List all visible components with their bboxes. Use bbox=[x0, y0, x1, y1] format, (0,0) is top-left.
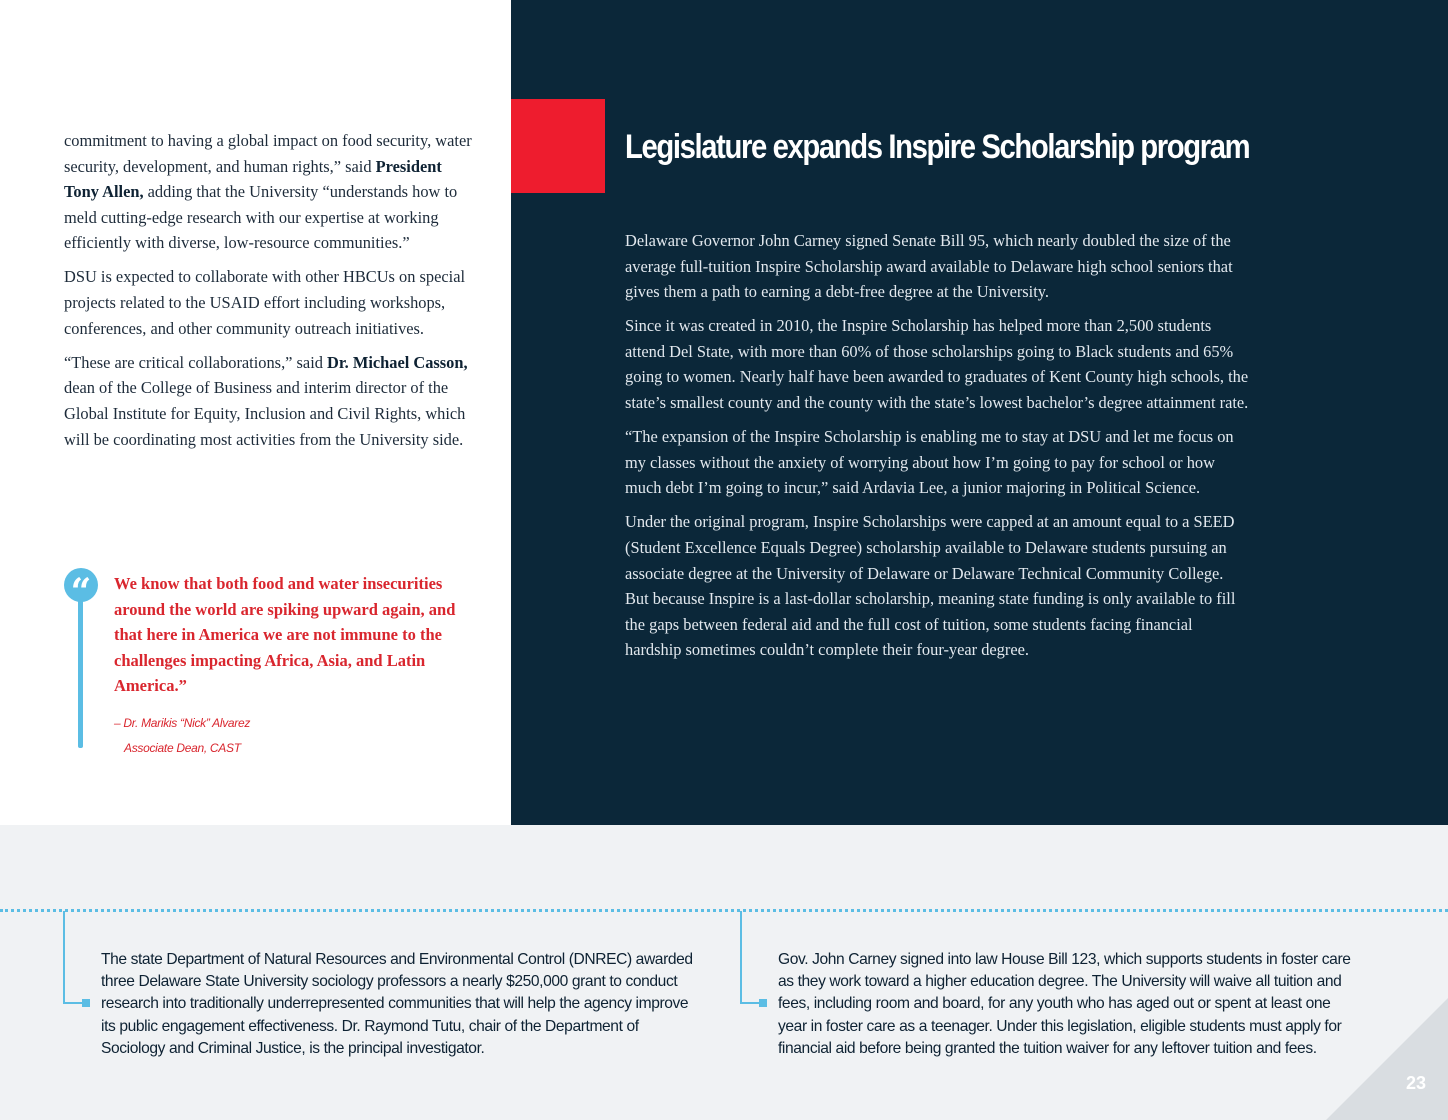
quote-mark-icon: “ bbox=[64, 568, 98, 602]
bold-name: President Tony Allen, bbox=[64, 156, 442, 202]
feature-paragraph-1: Delaware Governor John Carney signed Senate Bill 95, which nearly doubled the size of the average full-tuition Inspire Scholarship award available to Delaware high school seniors that gives them a path to earning a debt-free degree at the University. bbox=[625, 231, 1233, 302]
left-paragraph-2: DSU is expected to collaborate with other HBCUs on special projects related to the USAID effort including workshops, conferences, and other community outreach initiatives. bbox=[64, 267, 466, 338]
connector-square-icon bbox=[759, 999, 767, 1007]
dotted-divider bbox=[0, 909, 1448, 912]
left-article-text bbox=[64, 128, 476, 461]
left-paragraph-1: commitment to having a global impact on food security, water security, development, and human rights,” said President Tony Allen, adding that the University “understands how to meld cutting-edge research with our expertise at working efficiently with diverse, low-resource communities.” bbox=[64, 131, 472, 253]
page-number: 23 bbox=[1405, 1073, 1426, 1093]
news-item-2: Gov. John Carney signed into law House Bill 123, which supports students in foster care as they work toward a higher education degree. The University will waive all tuition and fees, including room and board, for any youth who has aged out or spent at least one year in foster care as a teenager. Under this legislation, eligible students must apply for financial aid before being granted the tuition waiver for any leftover tuition and fees. bbox=[778, 951, 1351, 1057]
left-paragraph-3: “These are critical collaborations,” said Dr. Michael Casson, dean of the College of Business and interim director of the Global Institute for Equity, Inclusion and Civil Rights, which will be coordinating most activities from the University side. bbox=[64, 352, 468, 449]
news-item-1: The state Department of Natural Resources and Environmental Control (DNREC) awarded three Delaware State University sociology professors a nearly $250,000 grant to conduct research into traditionally underrepresented communities that will help the agency improve its public engagement effectiveness. Dr. Raymond Tutu, chair of the Department of Sociology and Criminal Justice, is the principal investigator. bbox=[101, 951, 693, 1057]
feature-article-text bbox=[625, 228, 1250, 672]
quote-attribution-name: – Dr. Marikis “Nick” Alvarez bbox=[114, 716, 251, 730]
feature-paragraph-4: Under the original program, Inspire Scholarships were capped at an amount equal to a SEED (Student Excellence Equals Degree) scholarship available to Delaware students pursuing an associate degree at the University of Delaware or Delaware Technical Community College. But because Inspire is a last-dollar scholarship, meaning state funding is only available to fill the gaps between federal aid and the full cost of tuition, some students facing financial hardship sometimes couldn’t complete their four-year degree. bbox=[625, 512, 1236, 660]
news-briefs-band bbox=[0, 825, 1448, 1120]
connector-square-icon bbox=[82, 999, 90, 1007]
red-accent-block bbox=[511, 99, 605, 193]
page-corner-triangle bbox=[1326, 998, 1448, 1120]
connector-vertical bbox=[740, 911, 742, 1003]
quote-attribution bbox=[114, 711, 250, 761]
left-column bbox=[0, 0, 511, 825]
connector-horizontal bbox=[740, 1002, 760, 1004]
feature-headline: Legislature expands Inspire Scholarship program bbox=[625, 128, 1250, 166]
feature-paragraph-3: “The expansion of the Inspire Scholarship is enabling me to stay at DSU and let me focus on my classes without the anxiety of worrying about how I’m going to pay for school or how much debt I’m going to incur,” said Ardavia Lee, a junior majoring in Political Science. bbox=[625, 427, 1234, 498]
quote-attribution-title: Associate Dean, CAST bbox=[124, 741, 241, 755]
bold-name: Dr. Michael Casson, bbox=[327, 352, 468, 372]
quote-text: We know that both food and water insecurities around the world are spiking upward again, and that here in America we are not immune to the challenges impacting Africa, Asia, and Latin America.” bbox=[114, 574, 456, 696]
pull-quote bbox=[64, 568, 484, 755]
connector-vertical bbox=[63, 911, 65, 1003]
feature-paragraph-2: Since it was created in 2010, the Inspire Scholarship has helped more than 2,500 students attend Del State, with more than 60% of those scholarships going to Black students and 65% going to women. Nearly half have been awarded to graduates of Kent County high schools, the state’s smallest county and the county with the state’s lowest bachelor’s degree attainment rate. bbox=[625, 316, 1249, 413]
connector-horizontal bbox=[63, 1002, 83, 1004]
